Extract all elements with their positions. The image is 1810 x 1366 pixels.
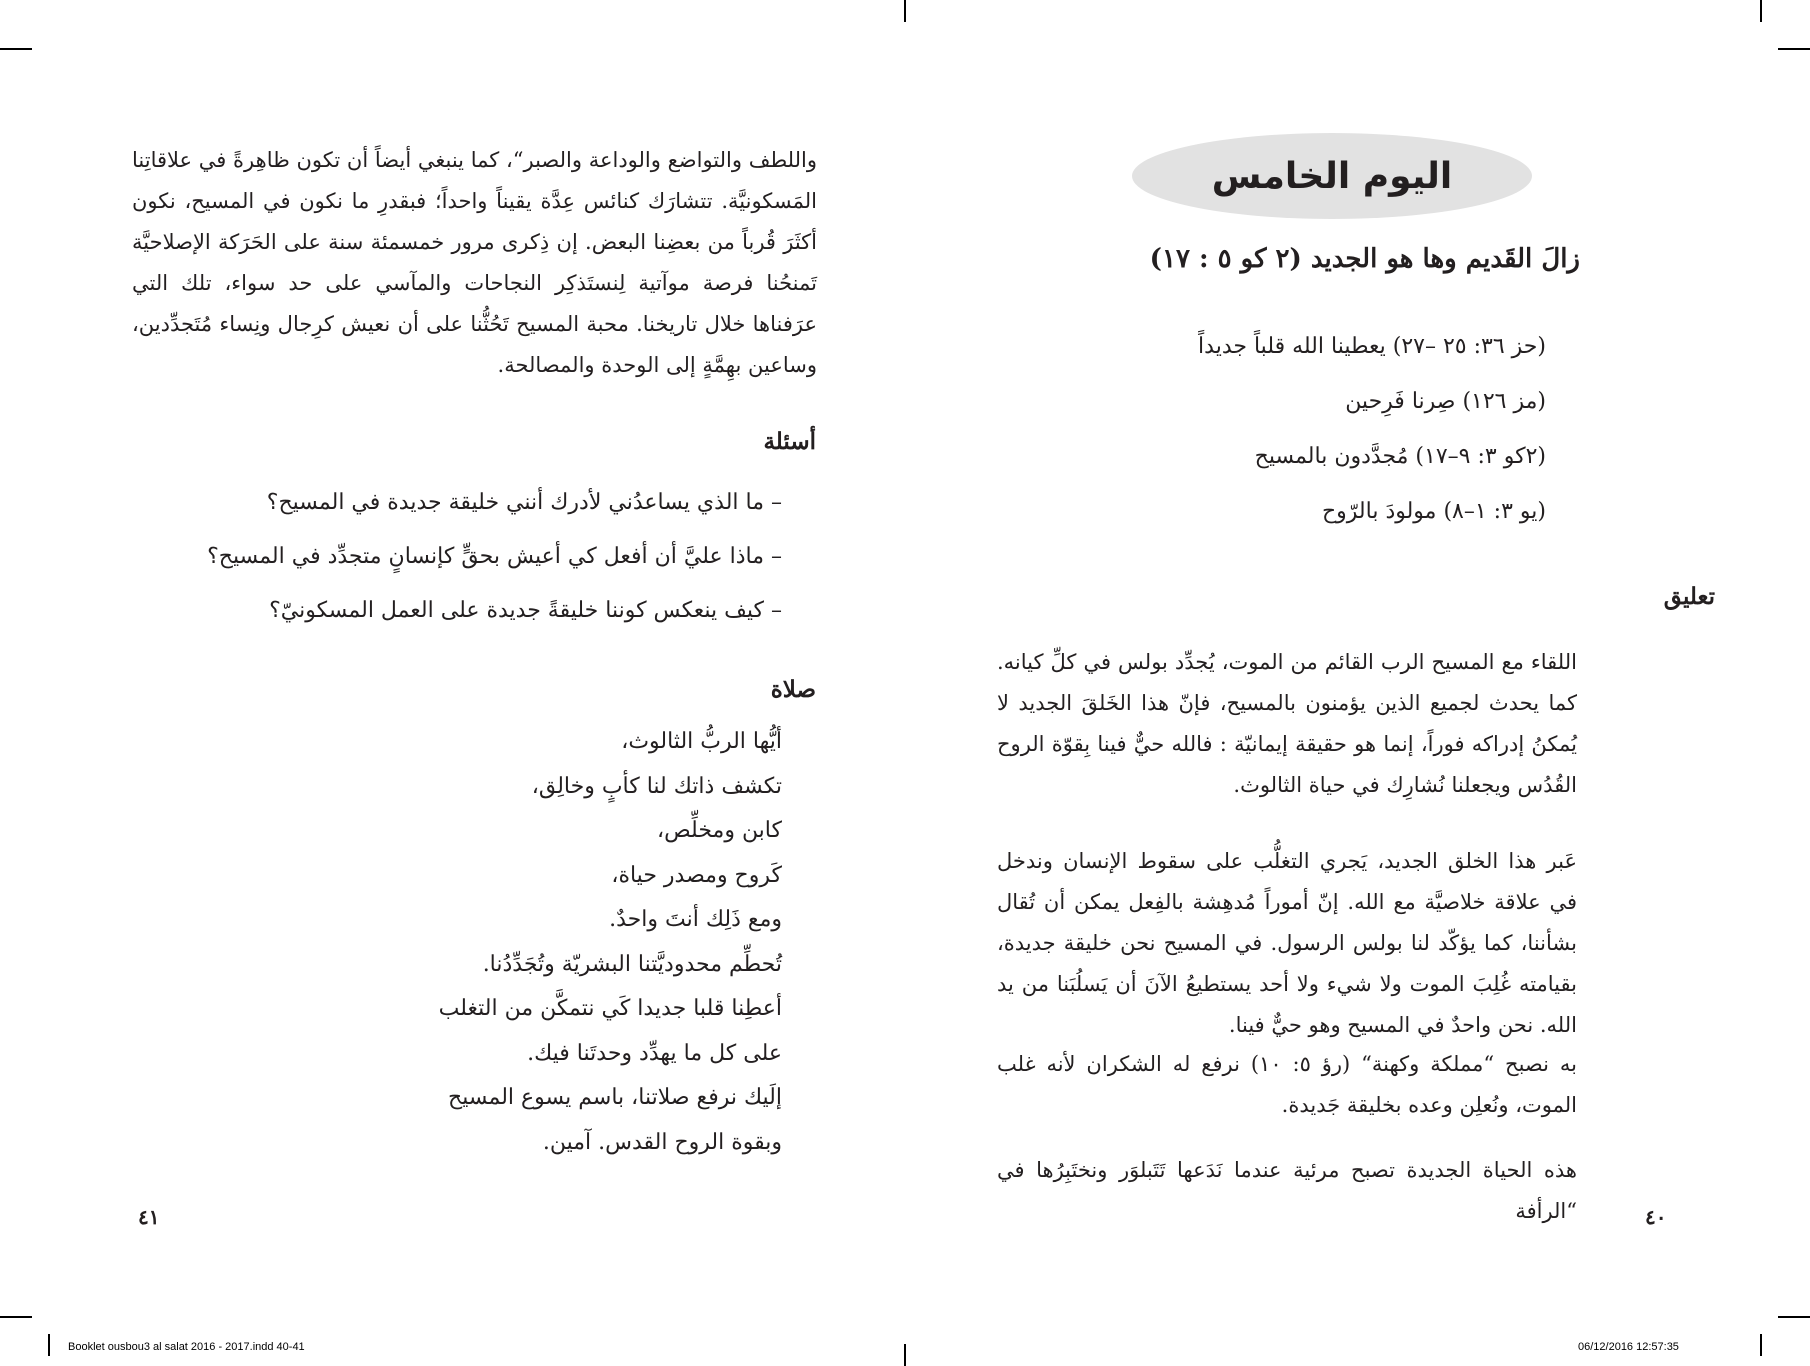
prayer-line: على كل ما يهدِّد وحدتَنا فيك. — [527, 1040, 782, 1066]
reference-line: (مز ١٢٦) صِرنا فَرِحين — [1345, 389, 1546, 414]
prayer-heading: صلاة — [770, 676, 816, 703]
commentary-paragraph: اللقاء مع المسيح الرب القائم من الموت، يُجدِّد بولس في كلِّ كيانه. كما يحدث لجميع الذين يؤمنون بالمسيح، فإنّ هذا الخَلقَ الجديد لا يُمكنُ إدراكه فوراً، إنما هو حقيقة إيمانيّة : فالله حيٌّ فينا بِقوّة الروح القُدُس ويجعلنا نُشارِك في حياة الثالوث. — [997, 650, 1577, 797]
question-item: – ماذا عليَّ أن أفعل كي أعيش بحقٍّ كإنسانٍ متجدِّد في المسيح؟ — [207, 544, 782, 569]
reference-line: (٢كو ٣: ٩–١٧) مُجدَّدون بالمسيح — [1254, 444, 1546, 469]
questions-heading: أسئلة — [763, 428, 816, 455]
questions-list — [180, 484, 782, 646]
commentary-paragraph: به نصبح “مملكة وكهنة“ (رؤ ٥: ١٠) نرفع له الشكران لأنه غلب الموت، ونُعلِن وعده بخليقة جَديدة. — [997, 1052, 1577, 1117]
question-item: – كيف ينعكس كوننا خليقةً جديدة على العمل المسكونيّ؟ — [269, 598, 782, 623]
prayer-line: تُحطِّم محدوديَّتنا البشريّة وتُجَدِّدُنا. — [482, 951, 782, 977]
prayer-line: ومع ذَلِك أنتَ واحدٌ. — [609, 907, 782, 932]
continued-paragraph: واللطف والتواضع والوداعة والصبر“، كما ينبغي أيضاً أن تكون ظاهِرةً في علاقاتِنا المَسكونيَّة. تتشارَك كنائس عِدَّة يقيناً واحداً؛ فبقدرِ ما نكون في المسيح، نكون أكثَرَ قُرباً من بعضِنا البعض. إن ذِكرى مرور خمسمئة سنة على الحَرَكة الإصلاحيَّة تَمنحُنا فرصة موآتية لِنستَذكِر النجاحات والمآسي على حد سواء، تلك التي عرَفناها خلال تاريخنا. محبة المسيح تَحُثُّنا على أن نعيش كرِجال ونِساء مُتَجدِّدين، وساعين بهِمَّةٍ إلى الوحدة والمصالحة. — [132, 148, 817, 377]
scripture-references — [1155, 328, 1546, 548]
page-number: ٤١ — [138, 1205, 160, 1229]
reference-line: (يو ٣: ١–٨) مولودَ بالرّوح — [1321, 499, 1546, 524]
theme-subtitle: زالَ القَديم وها هو الجديد (٢ كو ٥ : ١٧) — [1149, 244, 1580, 274]
prayer-text — [380, 722, 782, 1167]
page-number: ٤٠ — [1645, 1205, 1667, 1229]
prayer-line: وبقوة الروح القدس. آمين. — [542, 1129, 782, 1155]
prayer-line: أعطِنا قلبا جديدا كَي نتمكَّن من التغلب — [438, 996, 782, 1021]
question-item: – ما الذي يساعدُني لأدرك أنني خليقة جديدة في المسيح؟ — [266, 490, 782, 515]
commentary-paragraph: هذه الحياة الجديدة تصبح مرئية عندما نَدَعها تَتَبلوَر ونختَبِرُها في “الرأفة — [997, 1158, 1577, 1223]
commentary-paragraph: عَبر هذا الخلق الجديد، يَجري التغلُّب على سقوط الإنسان وندخل في علاقة خلاصيَّة مع الله. إنّ أموراً مُدهِشة بالفِعل يمكن أن تُقال بشأننا، كما يؤكّد لنا بولس الرسول. في المسيح نحن خليقة جديدة، بقيامته غُلِبَ الموت ولا شيء ولا أحد يستطيعُ الآنَ أن يَسلُبَنا من يد الله. نحن واحدٌ في المسيح وهو حيٌّ فينا. — [997, 849, 1577, 1037]
prayer-line: أيُّها الربُّ الثالوث، — [621, 729, 782, 754]
commentary-heading: تعليق — [1663, 583, 1715, 610]
prayer-line: تكشف ذاتك لنا كأبٍ وخالِق، — [531, 773, 782, 799]
page-40 — [905, 0, 1810, 1366]
slug-datetime: 06/12/2016 12:57:35 — [1578, 1341, 1679, 1353]
day-title: اليوم الخامس — [1211, 155, 1453, 197]
prayer-line: إلَيك نرفع صلاتنا، باسم يسوع المسيح — [448, 1085, 782, 1110]
prayer-line: كابن ومخلِّص، — [657, 818, 782, 843]
slug-filename: Booklet ousbou3 al salat 2016 - 2017.indd 40-41 — [68, 1341, 305, 1353]
title-oval — [1132, 133, 1532, 219]
prayer-line: كَروح ومصدر حياة، — [611, 862, 782, 888]
reference-line: (حز ٣٦: ٢٥ –٢٧) يعطينا الله قلباً جديداً — [1198, 334, 1546, 359]
